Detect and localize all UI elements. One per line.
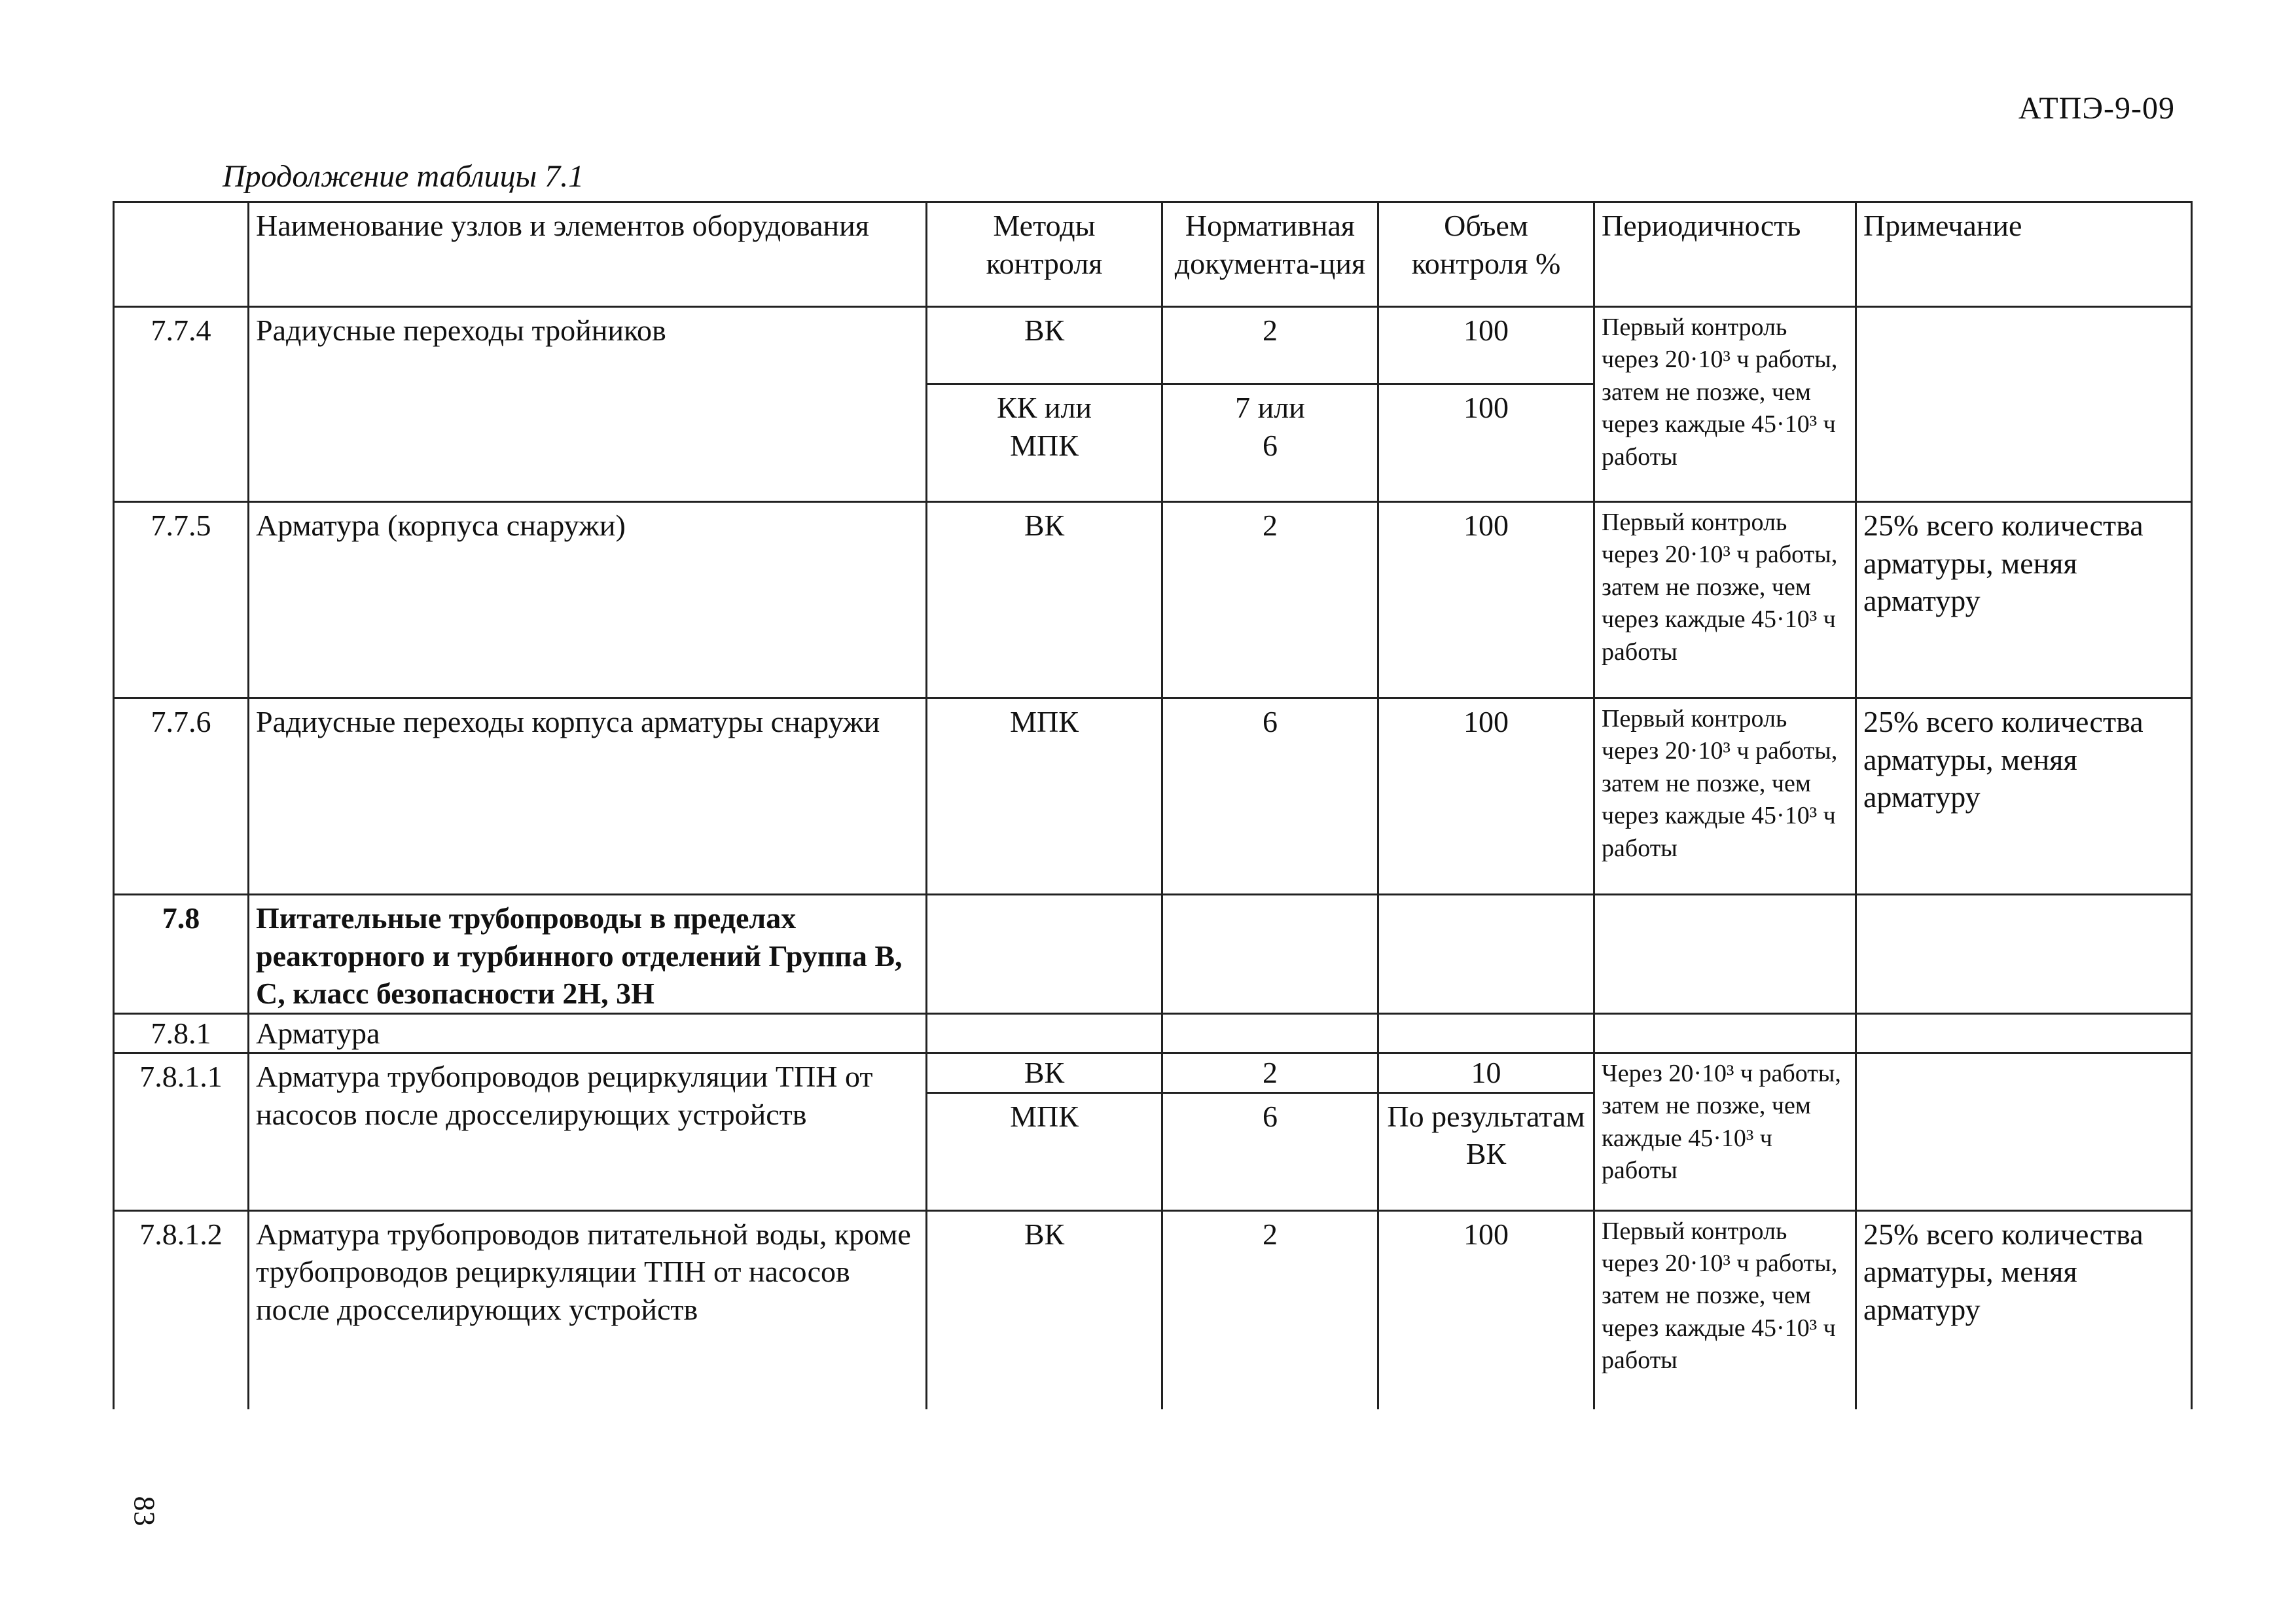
row-doc: 6 — [1162, 698, 1378, 895]
document-code: АТПЭ-9-09 — [2018, 91, 2175, 126]
row-note: 25% всего количества арматуры, меняя арматуру — [1856, 1210, 2192, 1409]
row-doc: 2 — [1162, 307, 1378, 384]
page-number: 83 — [128, 1496, 162, 1526]
row-note — [1856, 307, 2192, 502]
row-method: ВК — [927, 1053, 1162, 1093]
header-name: Наименование узлов и элементов оборудования — [249, 202, 927, 307]
row-volume: 10 — [1378, 1053, 1594, 1093]
row-number: 7.8.1.1 — [114, 1053, 249, 1211]
subsection-row — [114, 1013, 2192, 1053]
row-doc: 7 или 6 — [1162, 384, 1378, 502]
row-doc: 6 — [1162, 1092, 1378, 1210]
subsection-number: 7.8.1 — [114, 1013, 249, 1053]
table-header-row — [114, 202, 2192, 307]
section-number: 7.8 — [114, 895, 249, 1014]
row-periodicity: Первый контроль через 20·10³ ч работы, затем не позже, чем через каждые 45·10³ ч работы — [1594, 1210, 1856, 1409]
section-row — [114, 895, 2192, 1014]
row-name: Арматура (корпуса снаружи) — [249, 502, 927, 698]
row-volume: 100 — [1378, 698, 1594, 895]
row-periodicity: Первый контроль через 20·10³ ч работы, затем не позже, чем через каждые 45·10³ ч работы — [1594, 698, 1856, 895]
row-method: КК или МПК — [927, 384, 1162, 502]
row-periodicity: Через 20·10³ ч работы, затем не позже, чем каждые 45·10³ ч работы — [1594, 1053, 1856, 1211]
inspection-table — [113, 201, 2193, 1409]
table-row — [114, 1210, 2192, 1409]
header-number — [114, 202, 249, 307]
row-volume: 100 — [1378, 384, 1594, 502]
row-method: ВК — [927, 307, 1162, 384]
row-volume: По результатам ВК — [1378, 1092, 1594, 1210]
header-docs: Нормативная документа-ция — [1162, 202, 1378, 307]
row-periodicity: Первый контроль через 20·10³ ч работы, затем не позже, чем через каждые 45·10³ ч работы — [1594, 307, 1856, 502]
row-doc: 2 — [1162, 1210, 1378, 1409]
row-volume: 100 — [1378, 1210, 1594, 1409]
row-number: 7.8.1.2 — [114, 1210, 249, 1409]
header-note: Примечание — [1856, 202, 2192, 307]
header-volume: Объем контроля % — [1378, 202, 1594, 307]
row-periodicity: Первый контроль через 20·10³ ч работы, затем не позже, чем через каждые 45·10³ ч работы — [1594, 502, 1856, 698]
row-name: Радиусные переходы тройников — [249, 307, 927, 502]
header-methods: Методы контроля — [927, 202, 1162, 307]
row-name: Арматура трубопроводов рециркуляции ТПН от насосов после дросселирующих устройств — [249, 1053, 927, 1211]
table-row — [114, 1053, 2192, 1093]
row-number: 7.7.5 — [114, 502, 249, 698]
table-continuation-caption: Продолжение таблицы 7.1 — [223, 159, 584, 194]
table-row — [114, 502, 2192, 698]
row-name: Арматура трубопроводов питательной воды, кроме трубопроводов рециркуляции ТПН от насосов после дросселирующих устройств — [249, 1210, 927, 1409]
row-doc: 2 — [1162, 502, 1378, 698]
row-volume: 100 — [1378, 307, 1594, 384]
row-method: МПК — [927, 1092, 1162, 1210]
row-method: МПК — [927, 698, 1162, 895]
section-title: Питательные трубопроводы в пределах реакторного и турбинного отделений Группа В, С, класс безопасности 2Н, 3Н — [249, 895, 927, 1014]
row-number: 7.7.6 — [114, 698, 249, 895]
subsection-title: Арматура — [249, 1013, 927, 1053]
row-doc: 2 — [1162, 1053, 1378, 1093]
row-note — [1856, 1053, 2192, 1211]
row-volume: 100 — [1378, 502, 1594, 698]
table-row — [114, 698, 2192, 895]
table-row — [114, 307, 2192, 384]
row-method: ВК — [927, 1210, 1162, 1409]
row-number: 7.7.4 — [114, 307, 249, 502]
row-method: ВК — [927, 502, 1162, 698]
header-periodicity: Периодичность — [1594, 202, 1856, 307]
row-note: 25% всего количества арматуры, меняя арматуру — [1856, 698, 2192, 895]
row-name: Радиусные переходы корпуса арматуры снаружи — [249, 698, 927, 895]
row-note: 25% всего количества арматуры, меняя арматуру — [1856, 502, 2192, 698]
